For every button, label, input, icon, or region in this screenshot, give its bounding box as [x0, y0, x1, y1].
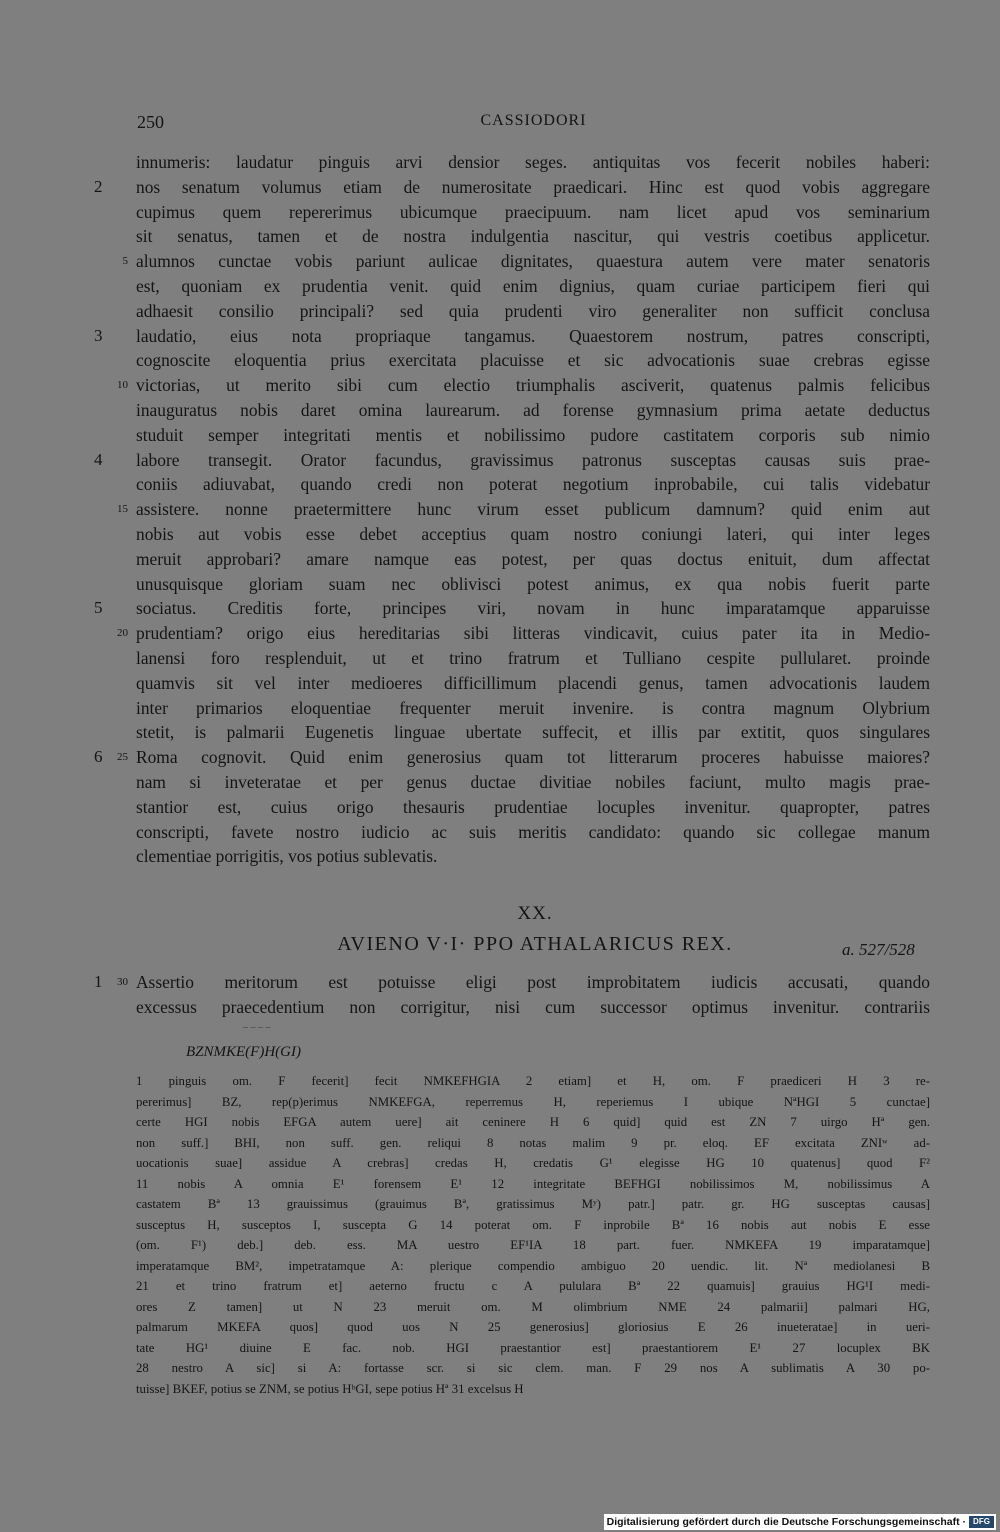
line-text: clementiae porrigitis, vos potius sublevatis. [136, 846, 438, 867]
text-line [0, 844, 1000, 869]
line-text: unusquisque gloriam suam nec oblivisci potest animus, ex qua nobis fuerit parte [136, 573, 930, 594]
footer-bar [604, 1514, 996, 1530]
apparatus-line [0, 1092, 1000, 1113]
line-text: lanensi foro resplenduit, ut et trino fratrum et Tulliano cespite pullularet. proinde [136, 647, 930, 668]
apparatus-text: imperatamque BM², impetratamque A: plerique compendio ambiguo 20 uendic. lit. Nª mediolanesi B [136, 1258, 930, 1273]
text-line [0, 348, 1000, 373]
apparatus-line [0, 1215, 1000, 1236]
section-number: 3 [94, 325, 103, 345]
apparatus-text: non suff.] BHI, non suff. gen. reliqui 8 notas malim 9 pr. eloq. EF excitata ZNIʷ ad- [136, 1135, 930, 1150]
text-line [0, 646, 1000, 671]
text-line [0, 621, 1000, 646]
line-text: nobis aut vobis esse debet acceptius quam nostro coniungi lateri, qui inter leges [136, 523, 930, 544]
chapter-date: a. 527/528 [842, 940, 915, 959]
apparatus-line [0, 1256, 1000, 1277]
apparatus-text: 1 pinguis om. F fecerit] fecit NMKEFHGIA 2 etiam] et H, om. F praediceri H 3 re- [136, 1074, 930, 1088]
apparatus-text: 11 nobis A omnia E¹ forensem E¹ 12 integritate BEFHGI nobilissimos M, nobilissimus A [136, 1176, 930, 1191]
line-text: est, quoniam ex prudentia venit. quid enim dignius, quam curiae participem fieri qui [136, 275, 930, 296]
text-line [0, 522, 1000, 547]
text-line [0, 249, 1000, 274]
line-number: 25 [117, 751, 128, 764]
section-number: 2 [94, 176, 103, 196]
section-number: 4 [94, 449, 103, 469]
line-text: sit senatus, tamen et de nostra indulgentia nascitur, qui vestris coetibus applicetur. [136, 226, 930, 247]
apparatus-text: pererimus] BZ, rep(p)erimus NMKEFGA, reperremus H, reperiemus I ubique NªHGI 5 cunctae] [136, 1094, 930, 1109]
apparatus-line [0, 1174, 1000, 1195]
line-text: inauguratus nobis daret omina laurearum. ad forense gymnasium prima aetate deductus [136, 399, 930, 420]
apparatus-text: susceptus H, susceptos I, suscepta G 14 poterat om. F inprobile Bª 16 nobis aut nobis E esse [136, 1217, 930, 1232]
apparatus-text: tate HG¹ diuine E fac. nob. HGI praestantior est] praestantiorem E¹ 27 locuplex BK [136, 1340, 930, 1355]
line-text: laudatio, eius nota propriaque tangamus. Quaestorem nostrum, patres conscripti, [136, 325, 930, 346]
line-number: 15 [117, 503, 128, 516]
text-line [0, 299, 1000, 324]
chapter-number: XX. [517, 903, 553, 924]
text-line [0, 398, 1000, 423]
critical-apparatus [0, 1071, 1000, 1399]
apparatus-text: (om. F¹) deb.] deb. ess. MA uestro EF¹IA 18 part. fuer. NMKEFA 19 imparatamque] [136, 1238, 930, 1252]
chapter-title: AVIENO V·I· PPO ATHALARICUS REX. [337, 933, 733, 955]
apparatus-text: palmarum MKEFA quos] quod uos N 25 generosius] gloriosius E 26 inueteratae] in ueri- [136, 1320, 930, 1334]
apparatus-text: ores Z tamen] ut N 23 meruit om. M olimbrium NME 24 palmarii] palmari HG, [136, 1299, 930, 1314]
line-text: conscripti, favete nostro iudicio ac suis meritis candidato: quando sic collegae manum [136, 821, 930, 842]
section-number: 1 [94, 972, 103, 991]
page-header [137, 112, 930, 138]
line-text: studuit semper integritati mentis et nobilissimo pudore castitatem corporis sub nimio [136, 424, 930, 445]
line-text: nam si inveteratae et per genus ductae divitiae nobiles faciunt, multo magis prae- [136, 771, 930, 792]
line-text: nos senatum volumus etiam de numerositate praedicari. Hinc est quod vobis aggregare [136, 176, 930, 197]
apparatus-text: castatem Bª 13 grauissimus (grauimus Bª, gratissimus Mʸ) patr.] patr. gr. HG susceptas causas] [136, 1197, 930, 1211]
apparatus-line [0, 1133, 1000, 1154]
apparatus-text: 21 et trino fratrum et] aeterno fructu c A pululara Bª 22 quamuis] grauius HG¹I medi- [136, 1279, 930, 1293]
section-number: 5 [94, 598, 103, 618]
text-line [0, 472, 1000, 497]
text-line [0, 497, 1000, 522]
apparatus-line [0, 1194, 1000, 1215]
apparatus-text: 28 nestro A sic] si A: fortasse scr. si sic clem. man. F 29 nos A sublimatis A 30 po- [136, 1361, 930, 1375]
line-text: adhaesit consilio principali? sed quia prudenti viro generaliter non sufficit conclusa [136, 300, 930, 321]
line-number: 30 [117, 976, 128, 988]
apparatus-line [0, 1338, 1000, 1359]
line-text: stetit, is palmarii Eugenetis linguae ubertate suffecit, et illis par extitit, quos singulares [136, 722, 930, 743]
line-text: alumnos cunctae vobis pariunt aulicae dignitates, quaestura autem vere mater senatoris [136, 251, 930, 272]
line-number: 5 [122, 255, 128, 268]
apparatus-text: uocationis suae] assidue A crebras] credas H, credatis G¹ elegisse HG 10 quatenus] quod F² [136, 1156, 930, 1170]
line-text: innumeris: laudatur pinguis arvi densior seges. antiquitas vos fecerit nobiles haberi: [136, 152, 930, 172]
apparatus-line [0, 1112, 1000, 1133]
line-number: 10 [117, 379, 128, 392]
line-text: excessus praecedentium non corrigitur, nisi cum successor optimus invenitur. contrariis [136, 996, 930, 1017]
chapter-text [0, 970, 1000, 1020]
text-line [0, 745, 1000, 770]
text-line [0, 324, 1000, 349]
line-text: victorias, ut merito sibi cum electio triumphalis asciverit, quatenus palmis felicibus [136, 375, 930, 396]
line-text: prudentiam? origo eius hereditarias sibi litteras vindicavit, cuius pater ita in Medio- [136, 623, 930, 644]
text-line [0, 770, 1000, 795]
apparatus-line [0, 1317, 1000, 1338]
page-number: 250 [137, 112, 164, 132]
text-line [0, 970, 1000, 995]
running-title: CASSIODORI [480, 112, 587, 129]
apparatus-text: certe HGI nobis EFGA autem uere] ait ceninere H 6 quid] quid est ZN 7 uirgo Hª gen. [136, 1115, 930, 1129]
line-text: cupimus quem repererimus ubicumque praecipuum. nam licet apud vos seminarium [136, 201, 930, 222]
apparatus-line [0, 1276, 1000, 1297]
text-line [0, 795, 1000, 820]
line-number: 20 [117, 627, 128, 640]
text-line [0, 448, 1000, 473]
apparatus-line [0, 1358, 1000, 1379]
text-line [0, 596, 1000, 621]
section-number: 6 [94, 747, 103, 767]
text-line [0, 572, 1000, 597]
text-line [0, 547, 1000, 572]
line-text: Assertio meritorum est potuisse eligi post improbitatem iudicis accusati, quando [136, 972, 930, 992]
text-line [0, 150, 1000, 175]
main-text [0, 150, 1000, 869]
text-line [0, 720, 1000, 745]
dfg-logo-icon: DFG [969, 1516, 994, 1528]
line-text: inter primarios eloquentiae frequenter meruit invenire. is contra magnum Olybrium [136, 697, 930, 718]
text-line [0, 224, 1000, 249]
apparatus-line [0, 1379, 1000, 1400]
line-text: sociatus. Creditis forte, principes viri, novam in hunc imparatamque apparuisse [136, 598, 930, 619]
text-fragment: – – – – [243, 1022, 271, 1033]
line-text: cognoscite eloquentia prius exercitata placuisse et sic advocationis suae crebras egisse [136, 350, 930, 371]
line-text: assistere. nonne praetermittere hunc virum esset publicum damnum? quid enim aut [136, 499, 930, 520]
text-line [0, 373, 1000, 398]
text-line [0, 671, 1000, 696]
line-text: coniis adiuvabat, quando credi non poterat negotium inprobabile, cui talis videbatur [136, 474, 930, 495]
text-line [0, 423, 1000, 448]
line-text: quamvis sit vel inter medioeres difficillimum placendi genus, tamen advocationis laudem [136, 672, 930, 693]
line-text: Roma cognovit. Quid enim generosius quam tot litterarum proceres habuisse maiores? [136, 747, 930, 768]
text-line [0, 696, 1000, 721]
text-line [0, 274, 1000, 299]
line-text: stantior est, cuius origo thesauris prudentiae locuples invenitur. quapropter, patres [136, 796, 930, 817]
apparatus-text: tuisse] BKEF, potius se ZNM, se potius HᵇGI, sepe potius Hª 31 excelsus H [136, 1381, 524, 1396]
text-line [0, 995, 1000, 1020]
footer-label: Digitalisierung gefördert durch die Deutsche Forschungsgemeinschaft · [606, 1516, 966, 1528]
apparatus-line [0, 1235, 1000, 1256]
apparatus-line [0, 1297, 1000, 1318]
text-line [0, 175, 1000, 200]
line-text: meruit approbari? amare namque eas potest, per quas doctus enituit, dum affectat [136, 548, 930, 569]
text-line [0, 200, 1000, 225]
apparatus-line [0, 1153, 1000, 1174]
line-text: labore transegit. Orator facundus, gravissimus patronus susceptas causas suis prae- [136, 449, 930, 470]
manuscript-sigla: BZNMKE(F)H(GI) [186, 1044, 301, 1060]
apparatus-line [0, 1071, 1000, 1092]
text-line [0, 820, 1000, 845]
